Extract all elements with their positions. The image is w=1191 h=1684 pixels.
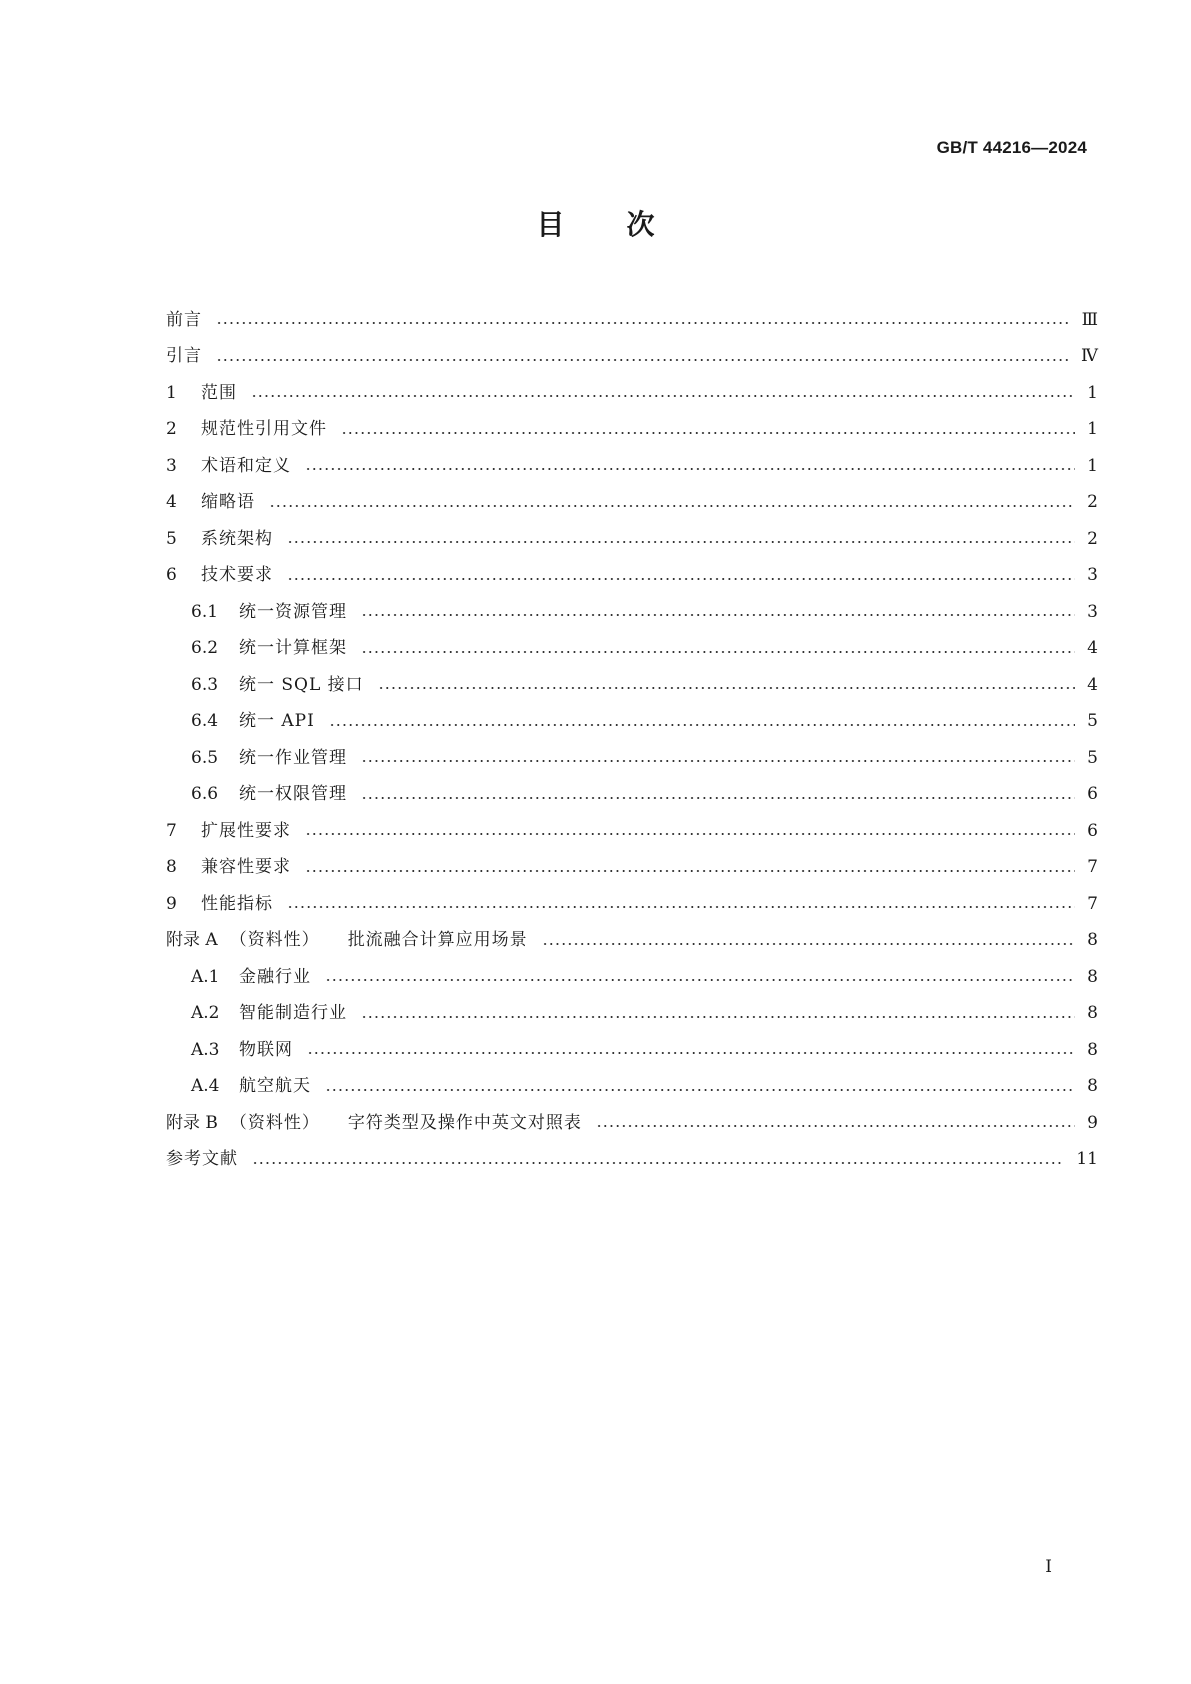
toc-entry-number: A.4 <box>191 1076 220 1097</box>
toc-entry-a-2[interactable] <box>166 996 1098 1033</box>
toc-entry-label: 范围 <box>201 382 237 403</box>
dot-leader <box>329 724 1075 726</box>
toc-entry-number: 1 <box>166 382 177 403</box>
toc-entry-number: 9 <box>166 893 177 914</box>
toc-entry-label: 参考文献 <box>166 1149 238 1170</box>
toc-entry-page: 4 <box>1087 674 1098 695</box>
toc-entry-page: 7 <box>1087 857 1098 878</box>
toc-entry-label: 统一 API <box>239 711 315 732</box>
toc-entry-label: 术语和定义 <box>201 455 291 476</box>
dot-leader <box>252 1162 1064 1164</box>
toc-entry-page: 11 <box>1076 1149 1098 1170</box>
toc-entry-6-4[interactable] <box>166 704 1098 741</box>
page-number: Ⅰ <box>1045 1557 1052 1577</box>
toc-entry-5[interactable] <box>166 521 1098 558</box>
toc-entry-6-2[interactable] <box>166 631 1098 668</box>
toc-entry-introduction[interactable] <box>166 339 1098 376</box>
toc-entry-label: 规范性引用文件 <box>201 419 327 440</box>
dot-leader <box>361 797 1075 799</box>
toc-entry-number: 6.4 <box>191 711 219 732</box>
toc-entry-label: 技术要求 <box>201 565 273 586</box>
toc-entry-1[interactable] <box>166 375 1098 412</box>
toc-entry-page: 8 <box>1087 1076 1098 1097</box>
toc-entry-number: 6 <box>166 565 177 586</box>
dot-leader <box>307 1052 1075 1054</box>
dot-leader <box>305 870 1075 872</box>
toc-entry-label: 统一 SQL 接口 <box>239 674 364 695</box>
dot-leader <box>361 760 1075 762</box>
toc-entry-foreword[interactable] <box>166 302 1098 339</box>
toc-entry-page: 1 <box>1087 419 1098 440</box>
toc-entry-label: 性能指标 <box>201 893 273 914</box>
toc-entry-number: 6.5 <box>191 747 219 768</box>
toc-entry-label: 批流融合计算应用场景 <box>347 930 528 951</box>
toc-entry-6-3[interactable] <box>166 667 1098 704</box>
toc-entry-a-1[interactable] <box>166 959 1098 996</box>
toc-entry-number: 6.1 <box>191 601 219 622</box>
dot-leader <box>325 979 1075 981</box>
toc-entry-page: 6 <box>1087 820 1098 841</box>
dot-leader <box>305 833 1075 835</box>
toc-entry-page: Ⅲ <box>1081 309 1098 330</box>
toc-entry-number: A.1 <box>191 966 220 987</box>
toc-entry-label: 统一计算框架 <box>239 638 347 659</box>
toc-entry-6-6[interactable] <box>166 777 1098 814</box>
toc-entry-label: 统一作业管理 <box>239 747 347 768</box>
toc-entry-appendix-a[interactable] <box>166 923 1098 960</box>
dot-leader <box>542 943 1075 945</box>
dot-leader <box>361 651 1075 653</box>
toc-entry-label: 系统架构 <box>201 528 273 549</box>
toc-entry-number: 2 <box>166 419 177 440</box>
toc-entry-number: 附录 A <box>166 930 218 951</box>
page-title-char-1: 目 <box>536 208 565 241</box>
toc-entry-label: 航空航天 <box>239 1076 311 1097</box>
dot-leader <box>216 322 1070 324</box>
dot-leader <box>341 432 1075 434</box>
dot-leader <box>361 614 1075 616</box>
toc-entry-appendix-b[interactable] <box>166 1105 1098 1142</box>
toc-entry-page: 3 <box>1087 565 1098 586</box>
toc-entry-label: 兼容性要求 <box>201 857 291 878</box>
dot-leader <box>287 541 1075 543</box>
toc-entry-page: 5 <box>1087 711 1098 732</box>
toc-entry-6[interactable] <box>166 558 1098 595</box>
toc-entry-number: A.3 <box>191 1039 220 1060</box>
toc-entry-page: 3 <box>1087 601 1098 622</box>
toc-entry-page: 9 <box>1087 1112 1098 1133</box>
toc-entry-6-5[interactable] <box>166 740 1098 777</box>
toc-entry-label: 金融行业 <box>239 966 311 987</box>
toc-entry-number: 5 <box>166 528 177 549</box>
toc-entry-label: 前言 <box>166 309 202 330</box>
toc-entry-note: （资料性） <box>229 1112 320 1133</box>
toc-entry-label: 扩展性要求 <box>201 820 291 841</box>
toc-entry-4[interactable] <box>166 485 1098 522</box>
toc-entry-label: 统一资源管理 <box>239 601 347 622</box>
dot-leader <box>361 1016 1075 1018</box>
toc-entry-number: 7 <box>166 820 177 841</box>
toc-entry-page: 2 <box>1087 528 1098 549</box>
toc-entry-label: 统一权限管理 <box>239 784 347 805</box>
toc-entry-page: 8 <box>1087 1003 1098 1024</box>
dot-leader <box>596 1125 1075 1127</box>
toc-entry-2[interactable] <box>166 412 1098 449</box>
toc-entry-label: 缩略语 <box>201 492 255 513</box>
toc-entry-page: 5 <box>1087 747 1098 768</box>
toc-entry-label: 物联网 <box>239 1039 293 1060</box>
toc-entry-9[interactable] <box>166 886 1098 923</box>
toc-entry-label: 字符类型及操作中英文对照表 <box>347 1112 582 1133</box>
toc-entry-6-1[interactable] <box>166 594 1098 631</box>
toc-entry-number: 3 <box>166 455 177 476</box>
dot-leader <box>305 468 1075 470</box>
toc-entry-a-4[interactable] <box>166 1069 1098 1106</box>
toc-entry-3[interactable] <box>166 448 1098 485</box>
toc-entry-page: 8 <box>1087 966 1098 987</box>
toc-entry-number: 附录 B <box>166 1112 218 1133</box>
toc-entry-number: 6.3 <box>191 674 219 695</box>
toc-entry-page: 1 <box>1087 455 1098 476</box>
toc-entry-page: 8 <box>1087 1039 1098 1060</box>
page-title-char-2: 次 <box>626 208 655 241</box>
toc-entry-label: 引言 <box>166 346 202 367</box>
table-of-contents <box>166 302 1098 1178</box>
dot-leader <box>251 395 1075 397</box>
toc-entry-page: 4 <box>1087 638 1098 659</box>
dot-leader <box>378 687 1075 689</box>
dot-leader <box>287 578 1075 580</box>
dot-leader <box>269 505 1075 507</box>
toc-entry-page: 6 <box>1087 784 1098 805</box>
toc-entry-7[interactable] <box>166 813 1098 850</box>
toc-entry-number: 8 <box>166 857 177 878</box>
toc-entry-a-3[interactable] <box>166 1032 1098 1069</box>
dot-leader <box>216 359 1069 361</box>
dot-leader <box>325 1089 1075 1091</box>
toc-entry-8[interactable] <box>166 850 1098 887</box>
toc-entry-number: 6.6 <box>191 784 219 805</box>
standard-code: GB/T 44216—2024 <box>936 138 1087 157</box>
toc-entry-number: 4 <box>166 492 177 513</box>
toc-entry-page: 8 <box>1087 930 1098 951</box>
dot-leader <box>287 906 1075 908</box>
page-title <box>0 203 1191 243</box>
toc-entry-page: 7 <box>1087 893 1098 914</box>
toc-entry-page: 2 <box>1087 492 1098 513</box>
toc-entry-page: 1 <box>1087 382 1098 403</box>
toc-entry-number: A.2 <box>191 1003 220 1024</box>
toc-entry-number: 6.2 <box>191 638 219 659</box>
toc-entry-page: Ⅳ <box>1081 346 1098 367</box>
toc-entry-bibliography[interactable] <box>166 1142 1098 1179</box>
toc-entry-note: （资料性） <box>229 930 320 951</box>
toc-entry-label: 智能制造行业 <box>239 1003 347 1024</box>
